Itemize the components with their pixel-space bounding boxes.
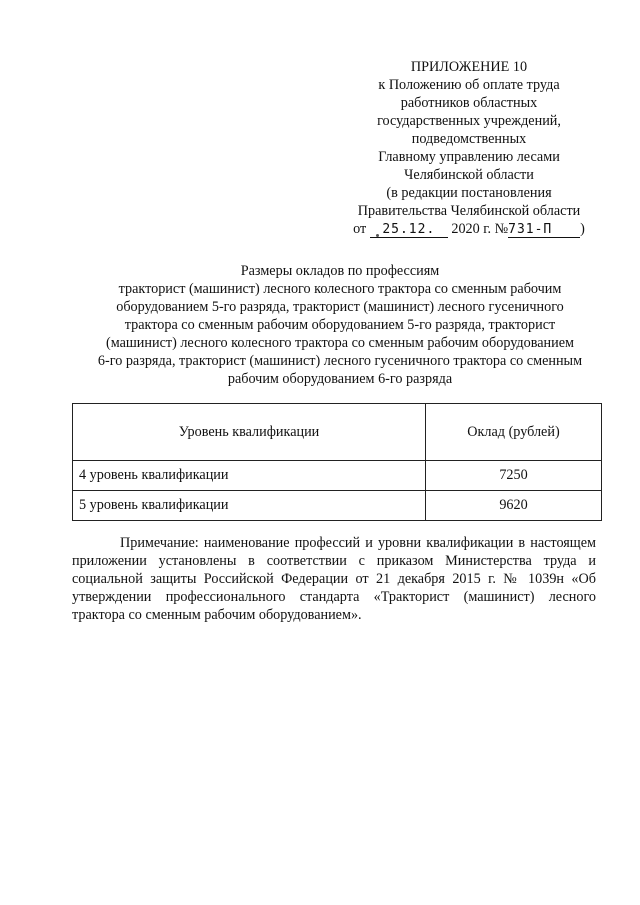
appendix-line-6: Челябинской области bbox=[404, 167, 534, 183]
heading-line-2: тракторист (машинист) лесного колесного трактора со сменным рабочим bbox=[118, 281, 562, 297]
date-year: 2020 г. № bbox=[451, 221, 509, 237]
scan-dot bbox=[376, 234, 379, 237]
date-prefix: от bbox=[353, 221, 367, 237]
salary-table bbox=[72, 403, 602, 521]
table-row bbox=[73, 461, 602, 491]
document-heading bbox=[70, 262, 610, 388]
header-salary: Оклад (рублей) bbox=[426, 404, 602, 461]
appendix-title: ПРИЛОЖЕНИЕ 10 bbox=[410, 59, 528, 75]
note-paragraph: Примечание: наименование профессий и уровни квалификации в настоящем приложении установлены в соответствии с приказом Министерства труда и социальной защиты Российской Федерации от 21 декабря 2015 г. № 1039н «Об утверждении профессионального стандарта «Тракторист (машинист) лесного трактора со сменным рабочим оборудованием». bbox=[72, 535, 596, 623]
appendix-line-5: Главному управлению лесами bbox=[378, 149, 560, 165]
heading-line-6: 6-го разряда, тракторист (машинист) лесного гусеничного трактора со сменным bbox=[97, 353, 583, 369]
appendix-line-4: подведомственных bbox=[411, 131, 527, 147]
appendix-line-8: Правительства Челябинской области bbox=[357, 203, 581, 219]
heading-line-5: (машинист) лесного колесного трактора со сменным рабочим оборудованием bbox=[105, 335, 575, 351]
heading-line-4: трактора со сменным рабочим оборудованием 5-го разряда, тракторист bbox=[124, 317, 556, 333]
handwritten-date: 25.12. bbox=[370, 223, 448, 238]
handwritten-number: 731-П bbox=[508, 223, 580, 238]
appendix-header bbox=[340, 58, 598, 238]
table-row bbox=[73, 491, 602, 521]
cell-salary: 9620 bbox=[426, 491, 602, 521]
cell-qualification: 5 уровень квалификации bbox=[73, 491, 426, 521]
heading-line-3: оборудованием 5-го разряда, тракторист (машинист) лесного гусеничного bbox=[116, 299, 564, 315]
appendix-line-7: (в редакции постановления bbox=[386, 185, 552, 201]
appendix-line-2: работников областных bbox=[400, 95, 538, 111]
heading-line-1: Размеры окладов по профессиям bbox=[240, 263, 440, 279]
cell-salary: 7250 bbox=[426, 461, 602, 491]
date-suffix: ) bbox=[580, 221, 585, 237]
cell-qualification: 4 уровень квалификации bbox=[73, 461, 426, 491]
appendix-line-1: к Положению об оплате труда bbox=[378, 77, 560, 93]
heading-line-7: рабочим оборудованием 6-го разряда bbox=[227, 371, 453, 387]
appendix-line-3: государственных учреждений, bbox=[377, 113, 561, 129]
header-qualification-level: Уровень квалификации bbox=[73, 404, 426, 461]
table-header-row bbox=[73, 404, 602, 461]
